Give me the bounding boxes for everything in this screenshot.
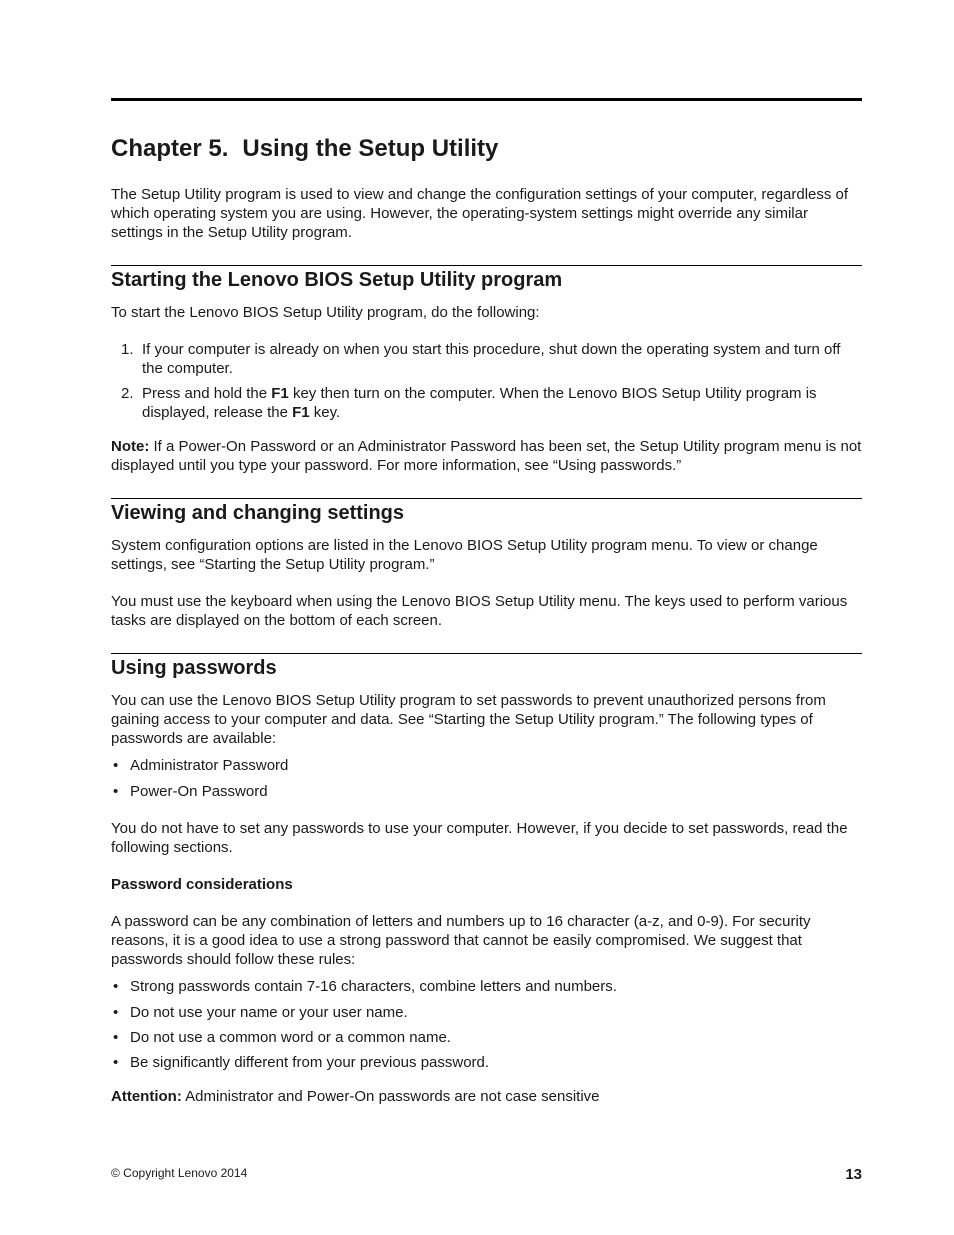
bullet: • [113,1029,119,1046]
list-item [111,978,862,997]
attention-text: Administrator and Power-On passwords are not case sensitive [181,1088,600,1105]
viewing-paragraph-2: You must use the keyboard when using the Lenovo BIOS Setup Utility menu. The keys used to perform various tasks are displayed on the bottom of each screen. [111,593,848,629]
viewing-paragraph-1: System configuration options are listed in the Lenovo BIOS Setup Utility program menu. To view or change settings, see “Starting the Setup Utility program.” [111,537,818,573]
page-number: 13 [845,1166,862,1183]
list-item-text [142,385,862,423]
list-item [111,757,862,776]
step-text-part: key. [309,403,341,421]
section-rule-starting [111,265,862,266]
passwords-intro: You can use the Lenovo BIOS Setup Utility program to set passwords to prevent unauthorized persons from gaining access to your computer and data. See “Starting the Setup Utility program.” The following types of passwords are available: [111,692,826,747]
key-name: F1 [271,385,289,402]
section-heading-starting: Starting the Lenovo BIOS Setup Utility program [111,269,563,291]
note-label: Note: [111,438,150,455]
list-item-text: Power-On Password [130,783,268,800]
step-text-part: key then turn on the computer. When the Lenovo BIOS Setup Utility program is displayed, release the [142,385,817,421]
bullet: • [113,757,119,774]
starting-intro: To start the Lenovo BIOS Setup Utility program, do the following: [111,304,540,321]
note-text: If a Power-On Password or an Administrator Password has been set, the Setup Utility program menu is not displayed until you type your password. For more information, see “Using passwords.” [111,438,862,474]
list-item-text: Administrator Password [130,757,289,774]
list-item [111,1004,862,1023]
chapter-title [111,135,498,163]
note-paragraph [111,438,862,476]
list-item [111,341,862,379]
list-item [111,385,862,423]
considerations-intro: A password can be any combination of letters and numbers up to 16 character (a-z, and 0-9). For security reasons, it is a good idea to use a strong password that cannot be easily compromised. We suggest that passwords should follow these rules: [111,913,811,968]
list-marker: 1. [121,341,134,358]
chapter-title-text: Using the Setup Utility [242,135,499,162]
list-item-text: Do not use your name or your user name. [130,1004,408,1021]
section-rule-viewing [111,498,862,499]
section-heading-viewing: Viewing and changing settings [111,502,404,524]
list-item-text: Be significantly different from your previous password. [130,1054,490,1071]
bullet: • [113,1004,119,1021]
chapter-number: Chapter 5. [111,135,229,162]
list-item-text: Do not use a common word or a common name. [130,1029,451,1046]
bullet: • [113,783,119,800]
considerations-heading: Password considerations [111,876,293,893]
passwords-paragraph: You do not have to set any passwords to use your computer. However, if you decide to set passwords, read the following sections. [111,820,848,856]
attention-label: Attention: [111,1088,182,1105]
section-rule-passwords [111,653,862,654]
list-item-text: If your computer is already on when you start this procedure, shut down the operating system and turn off the computer. [142,341,841,377]
chapter-intro: The Setup Utility program is used to view and change the configuration settings of your computer, regardless of which operating system you are using. However, the operating-system settings might override any similar settings in the Setup Utility program. [111,186,849,241]
section-heading-passwords: Using passwords [111,657,277,679]
step-text-part: Press and hold the [142,385,272,402]
key-name: F1 [292,403,310,421]
bullet: • [113,978,119,995]
chapter-top-rule [111,98,862,101]
attention-paragraph [111,1088,862,1107]
list-marker: 2. [121,385,134,402]
bullet: • [113,1054,119,1071]
list-item-text: Strong passwords contain 7-16 characters, combine letters and numbers. [130,978,617,995]
list-item [111,783,862,802]
list-item [111,1054,862,1073]
list-item [111,1029,862,1048]
footer-copyright: © Copyright Lenovo 2014 [111,1166,248,1180]
